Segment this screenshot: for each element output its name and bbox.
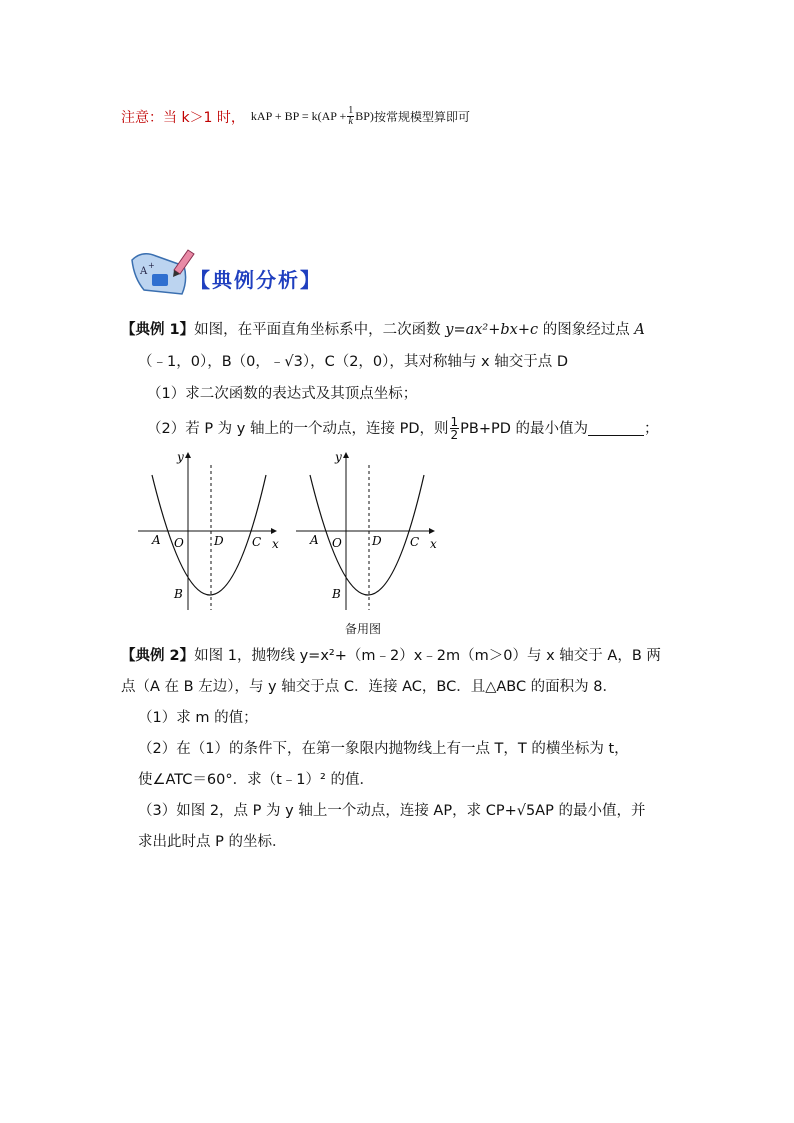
label-a: A: [152, 533, 161, 547]
label-c-2: C: [410, 535, 420, 549]
half-denominator: 2: [450, 428, 459, 442]
svg-text:+: +: [148, 261, 155, 270]
ex1-tag: 【典例 1】: [121, 322, 195, 338]
label-y-2: y: [335, 450, 342, 464]
ex1-q2-text-a: （2）若 P 为 y 轴上的一个动点，连接 PD，则: [147, 420, 449, 437]
ex2-question3-line2: 求出此时点 P 的坐标．: [138, 834, 287, 850]
ex1-q2-text-b: PB+PD 的最小值为: [460, 420, 589, 437]
label-d-2: D: [372, 534, 382, 548]
fraction-one-over-k: [347, 106, 354, 127]
fraction-one-half: [450, 416, 460, 441]
ex1-line2: （﹣1，0），B（0，﹣√3），C（2，0），其对称轴与 x 轴交于点 D: [138, 354, 568, 370]
answer-blank: [588, 421, 644, 436]
note-formula: [251, 106, 374, 127]
formula-right: BP): [355, 109, 374, 123]
label-o: O: [174, 536, 184, 550]
ex2-question2-line1: （2）在（1）的条件下，在第一象限内抛物线上有一点 T，T 的横坐标为 t，: [138, 741, 629, 757]
label-x-2: x: [430, 537, 437, 551]
ex1-text-b: 的图象经过点: [538, 322, 635, 338]
svg-text:A: A: [140, 266, 148, 277]
ex2-tag: 【典例 2】: [121, 648, 195, 664]
note-prefix: 注意：当 k＞1 时，: [121, 109, 245, 126]
ex1-q2-end: ；: [644, 420, 659, 437]
label-d: D: [214, 534, 224, 548]
ex1-equation: y=ax²+bx+c: [445, 322, 539, 338]
label-x: x: [272, 537, 279, 551]
label-a-2: A: [310, 533, 319, 547]
ex2-line2: 点（A 在 B 左边），与 y 轴交于点 C．连接 AC，BC．且△ABC 的面积为 8．: [121, 679, 618, 695]
note-line: [121, 106, 470, 127]
parabola-2: [310, 475, 424, 595]
frac-denominator: k: [348, 116, 353, 127]
ex2-line1: [121, 646, 661, 666]
ex2-question1: （1）求 m 的值；: [138, 710, 258, 726]
ex1-point-a: A: [634, 322, 645, 338]
ex2-question3-line1: （3）如图 2，点 P 为 y 轴上一个动点，连接 AP，求 CP+√5AP 的最小值，并: [138, 803, 646, 819]
figure-main: [138, 450, 279, 610]
parabola: [152, 475, 266, 595]
figure-backup: [296, 450, 437, 610]
half-numerator: 1: [450, 415, 459, 429]
label-c: C: [252, 535, 262, 549]
formula-left: kAP + BP = k(AP +: [250, 109, 347, 123]
label-b: B: [174, 587, 183, 601]
ex2-text-1: 如图 1，抛物线 y=x²+（m﹣2）x﹣2m（m＞0）与 x 轴交于 A，B 两: [194, 648, 661, 664]
ex1-line1: [121, 320, 645, 340]
ex1-question2: [147, 416, 659, 441]
frac-numerator: 1: [348, 105, 354, 116]
label-y: y: [177, 450, 184, 464]
ex1-question1: （1）求二次函数的表达式及其顶点坐标；: [147, 386, 418, 402]
ex1-text-a: 如图，在平面直角坐标系中，二次函数: [194, 322, 446, 338]
ex1-figures: [130, 445, 450, 620]
figure-caption: 备用图: [345, 622, 382, 636]
label-b-2: B: [332, 587, 341, 601]
section-title: 【典例分析】: [190, 268, 322, 292]
label-o-2: O: [332, 536, 342, 550]
ex2-question2-line2: 使∠ATC＝60°．求（t﹣1）² 的值．: [138, 772, 374, 788]
note-tail: 按常规模型算即可: [373, 110, 470, 124]
